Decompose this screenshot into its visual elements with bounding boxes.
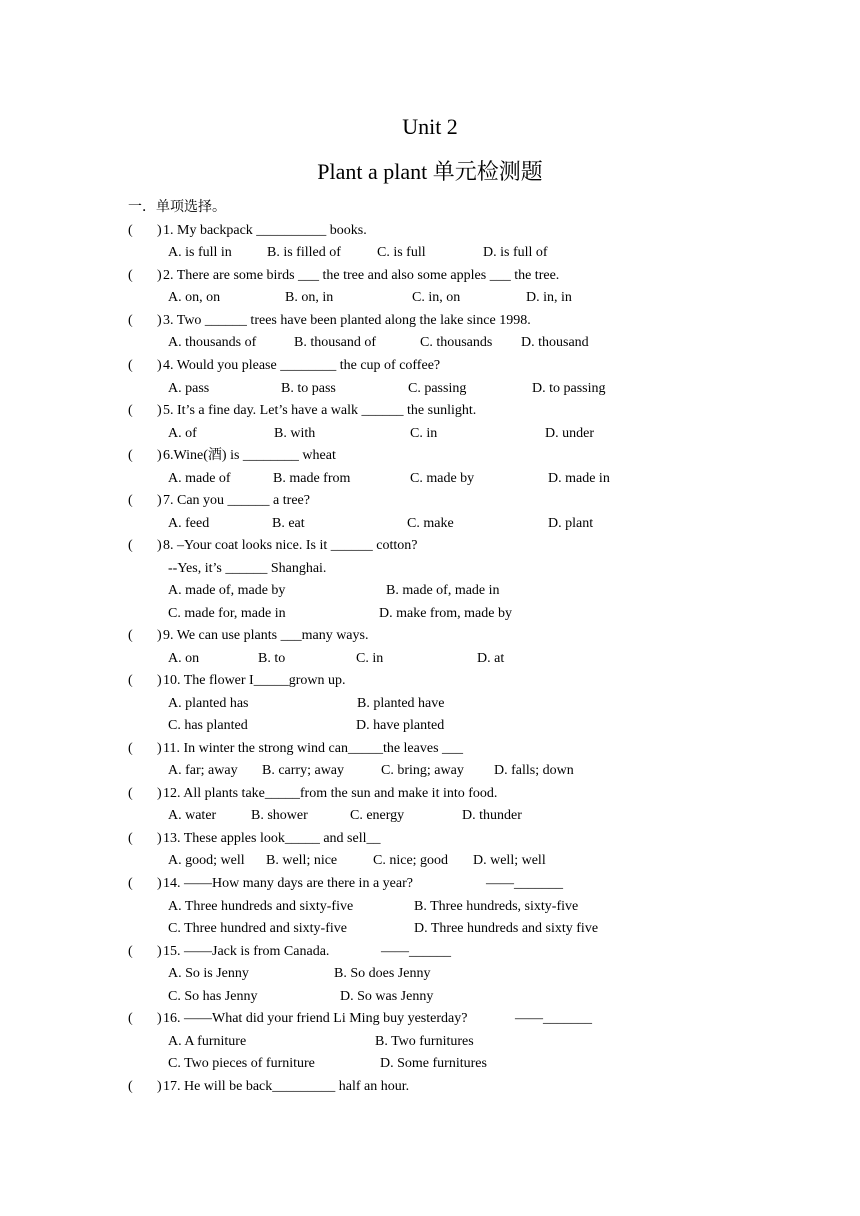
option-b: B. carry; away xyxy=(262,763,345,778)
option-d: D. to passing xyxy=(532,381,606,396)
option-b: B. to xyxy=(258,651,286,666)
question-stem: 2. There are some birds ___ the tree and also some apples ___ the tree. xyxy=(163,268,560,283)
option-c: C. passing xyxy=(408,381,467,396)
question-stem: 3. Two ______ trees have been planted along the lake since 1998. xyxy=(163,313,531,328)
option-d: D. well; well xyxy=(473,853,546,868)
option-c: C. nice; good xyxy=(373,853,449,868)
option-a: A. made of, made by xyxy=(168,583,286,598)
option-row xyxy=(168,920,668,938)
option-c: C. in xyxy=(356,651,384,666)
option-b: B. thousand of xyxy=(294,335,377,350)
question-stem: 17. He will be back_________ half an hour. xyxy=(163,1079,410,1094)
question-stem: 5. It’s a fine day. Let’s have a walk ______ the sunlight. xyxy=(163,403,477,418)
option-row xyxy=(168,1055,668,1073)
option-b: B. made from xyxy=(273,471,351,486)
option-a: A. of xyxy=(168,426,197,441)
option-d: D. at xyxy=(477,651,505,666)
option-b: B. Three hundreds, sixty-five xyxy=(414,899,579,914)
option-row xyxy=(168,717,668,735)
option-c: C. has planted xyxy=(168,718,248,733)
option-a: A. So is Jenny xyxy=(168,966,249,981)
question-stem-continued: --Yes, it’s ______ Shanghai. xyxy=(168,561,327,576)
question-stem: 6.Wine(酒) is ________ wheat xyxy=(163,448,336,463)
question-stem: 11. In winter the strong wind can_____the leaves ___ xyxy=(163,741,464,756)
option-a: A. thousands of xyxy=(168,335,257,350)
option-row xyxy=(168,695,668,713)
option-c: C. made for, made in xyxy=(168,606,286,621)
option-c: C. in xyxy=(410,426,438,441)
option-row xyxy=(168,425,668,443)
option-a: A. made of xyxy=(168,471,231,486)
answer-dash: ——______ xyxy=(381,944,451,959)
option-row xyxy=(168,515,668,533)
question-stem: 8. –Your coat looks nice. Is it ______ cotton? xyxy=(163,538,418,553)
option-row xyxy=(168,965,668,983)
option-d: D. Three hundreds and sixty five xyxy=(414,921,599,936)
question-stem: 16. ——What did your friend Li Ming buy yesterday? xyxy=(163,1011,468,1026)
page-subtitle: Plant a plant 单元检测题 xyxy=(317,159,543,184)
option-row xyxy=(168,470,668,488)
option-row xyxy=(168,605,668,623)
question-stem: 13. These apples look_____ and sell__ xyxy=(163,831,381,846)
option-d: D. in, in xyxy=(526,290,572,305)
option-b: B. planted have xyxy=(357,696,445,711)
option-d: D. falls; down xyxy=(494,763,574,778)
option-d: D. is full of xyxy=(483,245,548,260)
option-a: A. pass xyxy=(168,381,210,396)
option-a: A. good; well xyxy=(168,853,245,868)
option-b: B. So does Jenny xyxy=(334,966,431,981)
option-d: D. under xyxy=(545,426,594,441)
option-d: D. So was Jenny xyxy=(340,989,434,1004)
option-c: C. bring; away xyxy=(381,763,464,778)
option-c: C. is full xyxy=(377,245,426,260)
option-b: B. well; nice xyxy=(266,853,338,868)
question-stem: 4. Would you please ________ the cup of coffee? xyxy=(163,358,441,373)
option-b: B. on, in xyxy=(285,290,334,305)
option-d: D. thousand xyxy=(521,335,589,350)
worksheet-page: Unit 2 Plant a plant 单元检测题 一．单项选择。 ( ) 1. My backpack __________ books. A. is full in B. is filled of C. is full D. is full of ( ) 2. There are some birds ___ the tree and also some apples ___ the tree. A. on, on B. on, in C. in, on D. in, in ( ) 3. Two ______ trees have been planted along the lake since 1998. A. thousands of B. thousand of C. thousands D. thousand ( ) 4. Would you please ________ the cup of coffee? A. pass B. to pass C. passing D. to passing ( ) 5. It’s a fine day. Let’s have a walk ______ the sunlight. A. of B. with C. in D. under ( ) 6.Wine(酒) is ________ wheat A. made of B. made from C. made by D. made in ( ) 7. Can you ______ a tree? A. feed B. eat C. make D. plant ( ) 8. –Your coat looks nice. Is it ______ cotton? --Yes, it’s ______ Shanghai. A. made of, made by B. made of, made in C. made for, made in D. make from, made by ( ) 9. We can use plants ___many ways. A. on B. to C. in D. at ( ) 10. The flower I_____grown up. A. planted has B. planted have C. has planted D. have planted ( ) 11. In winter the strong wind can_____the leaves ___ A. far; away B. carry; away C. bring; away D. falls; down ( ) 12. All plants take_____from the sun and make it into food. A. water B. shower C. energy D. thunder ( ) 13. These apples look_____ and sell__ A. good; well B. well; nice C. nice; good D. well; well ( ) 14. ——How many days are there in a year? ——_______ A. Three hundreds and sixty-five B. Three hundreds, sixty-five C. Three hundred and sixty-five D. Three hundreds and sixty five ( ) 15. ——Jack is from Canada. ——______ A. So is Jenny B. So does Jenny C. So has Jenny D. So was Jenny ( ) 16. ——What did your friend Li Ming buy yesterday? ——_______ A. A furniture B. Two furnitures C. Two pieces of furniture D. Some furnitures ( ) 17. He will be back_________ half an hour. xyxy=(0,0,860,1216)
option-row xyxy=(168,289,668,307)
answer-dash: ——_______ xyxy=(486,876,563,891)
option-row xyxy=(168,1033,668,1051)
option-a: A. water xyxy=(168,808,217,823)
option-b: B. is filled of xyxy=(267,245,341,260)
option-a: A. feed xyxy=(168,516,210,531)
option-row xyxy=(168,380,668,398)
option-b: B. made of, made in xyxy=(386,583,500,598)
question-stem: 10. The flower I_____grown up. xyxy=(163,673,346,688)
option-b: B. shower xyxy=(251,808,308,823)
option-c: C. made by xyxy=(410,471,475,486)
option-b: B. with xyxy=(274,426,316,441)
option-a: A. on xyxy=(168,651,200,666)
option-d: D. made in xyxy=(548,471,610,486)
option-c: C. make xyxy=(407,516,454,531)
answer-dash: ——_______ xyxy=(515,1011,592,1026)
option-row xyxy=(168,807,668,825)
option-row xyxy=(168,852,668,870)
option-row xyxy=(168,988,668,1006)
question-stem: 1. My backpack __________ books. xyxy=(163,223,367,238)
option-d: D. thunder xyxy=(462,808,522,823)
option-a: A. on, on xyxy=(168,290,221,305)
option-row xyxy=(168,762,668,780)
option-b: B. Two furnitures xyxy=(375,1034,474,1049)
option-a: A. A furniture xyxy=(168,1034,247,1049)
option-a: A. is full in xyxy=(168,245,232,260)
dialogue-line xyxy=(168,560,668,578)
option-d: D. make from, made by xyxy=(379,606,512,621)
option-c: C. energy xyxy=(350,808,405,823)
question-stem: 7. Can you ______ a tree? xyxy=(163,493,310,508)
question-stem: 15. ——Jack is from Canada. xyxy=(163,944,330,959)
option-d: D. Some furnitures xyxy=(380,1056,487,1071)
option-row xyxy=(168,650,668,668)
option-b: B. to pass xyxy=(281,381,336,396)
option-d: D. plant xyxy=(548,516,594,531)
option-c: C. Three hundred and sixty-five xyxy=(168,921,347,936)
option-d: D. have planted xyxy=(356,718,445,733)
option-c: C. Two pieces of furniture xyxy=(168,1056,315,1071)
option-c: C. So has Jenny xyxy=(168,989,258,1004)
option-row xyxy=(168,898,668,916)
question-stem: 9. We can use plants ___many ways. xyxy=(163,628,369,643)
option-b: B. eat xyxy=(272,516,305,531)
option-a: A. planted has xyxy=(168,696,249,711)
option-a: A. far; away xyxy=(168,763,238,778)
question-stem: 14. ——How many days are there in a year? xyxy=(163,876,413,891)
option-c: C. thousands xyxy=(420,335,493,350)
option-a: A. Three hundreds and sixty-five xyxy=(168,899,354,914)
page-title: Unit 2 xyxy=(402,114,458,139)
option-row xyxy=(168,334,668,352)
section-heading: 一．单项选择。 xyxy=(128,200,226,215)
option-row xyxy=(168,244,668,262)
option-c: C. in, on xyxy=(412,290,461,305)
option-row xyxy=(168,582,668,600)
question-stem: 12. All plants take_____from the sun and make it into food. xyxy=(163,786,498,801)
